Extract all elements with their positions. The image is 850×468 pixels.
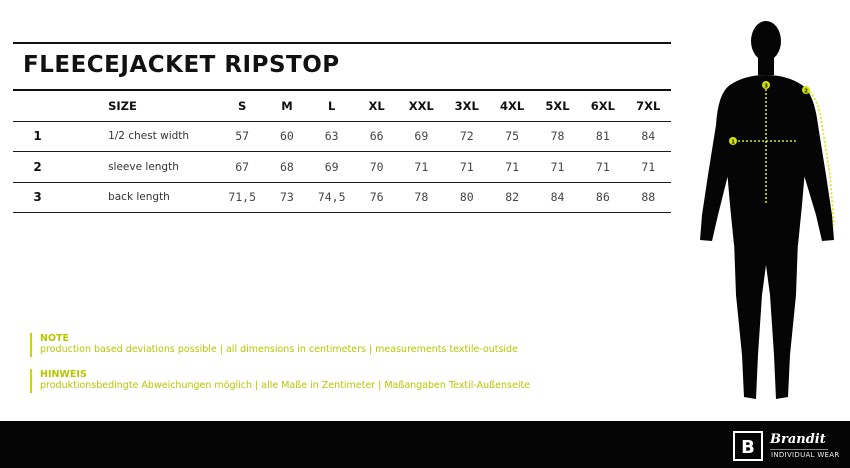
note-text: production based deviations possible | all dimensions in centimeters | measurements textile-outside [40, 344, 518, 355]
size-col-header: 4XL [489, 90, 534, 121]
table-cell: 72 [444, 121, 489, 152]
table-cell: 74,5 [309, 182, 355, 213]
marker-2: 2 [804, 88, 808, 95]
table-cell: 57 [219, 121, 265, 152]
table-cell: 71 [489, 152, 534, 183]
row-label: 1/2 chest width [62, 121, 219, 152]
size-col-header: 3XL [444, 90, 489, 121]
note-accent-bar [30, 333, 32, 357]
table-cell: 78 [535, 121, 580, 152]
body-silhouette-figure [690, 15, 850, 407]
marker-3: 3 [764, 83, 768, 90]
hinweis-accent-bar [30, 369, 32, 393]
table-cell: 67 [219, 152, 265, 183]
size-col-header: M [265, 90, 309, 121]
marker-1: 1 [731, 139, 735, 146]
brand-logo-icon [733, 431, 763, 461]
size-col-header: XXL [399, 90, 445, 121]
table-row [13, 121, 671, 152]
table-cell: 71 [444, 152, 489, 183]
title-top-rule [13, 42, 671, 44]
table-row [13, 152, 671, 183]
logo-letter: B [741, 437, 755, 458]
table-cell: 68 [265, 152, 309, 183]
brand-tagline: INDIVIDUAL WEAR [771, 451, 840, 459]
table-cell: 71 [626, 152, 671, 183]
size-col-header: S [219, 90, 265, 121]
row-label: sleeve length [62, 152, 219, 183]
table-cell: 75 [489, 121, 534, 152]
table-cell: 86 [580, 182, 625, 213]
table-cell: 84 [535, 182, 580, 213]
brand-name: Brandit [770, 432, 826, 447]
header-num-cell [13, 90, 62, 121]
size-col-header: XL [355, 90, 399, 121]
table-cell: 69 [309, 152, 355, 183]
table-cell: 78 [399, 182, 445, 213]
row-label: back length [62, 182, 219, 213]
table-cell: 63 [309, 121, 355, 152]
size-col-header: 7XL [626, 90, 671, 121]
table-row [13, 182, 671, 213]
note-heading: NOTE [40, 333, 69, 344]
row-number: 2 [13, 152, 62, 183]
table-cell: 71,5 [219, 182, 265, 213]
table-cell: 69 [399, 121, 445, 152]
table-cell: 70 [355, 152, 399, 183]
page-title: FLEECEJACKET RIPSTOP [23, 52, 340, 78]
table-cell: 71 [399, 152, 445, 183]
size-header: SIZE [62, 90, 219, 121]
table-cell: 82 [489, 182, 534, 213]
table-cell: 80 [444, 182, 489, 213]
size-col-header: L [309, 90, 355, 121]
table-cell: 84 [626, 121, 671, 152]
hinweis-text: produktionsbedingte Abweichungen möglich | alle Maße in Zentimeter | Maßangaben Textil-Außenseite [40, 380, 531, 391]
size-table [13, 89, 671, 213]
table-cell: 76 [355, 182, 399, 213]
table-cell: 71 [535, 152, 580, 183]
table-cell: 71 [580, 152, 625, 183]
table-cell: 73 [265, 182, 309, 213]
brand-underline [770, 449, 828, 450]
row-number: 3 [13, 182, 62, 213]
table-cell: 66 [355, 121, 399, 152]
size-col-header: 5XL [535, 90, 580, 121]
table-cell: 81 [580, 121, 625, 152]
table-cell: 60 [265, 121, 309, 152]
row-number: 1 [13, 121, 62, 152]
hinweis-heading: HINWEIS [40, 369, 87, 380]
table-header-row [13, 90, 671, 121]
size-col-header: 6XL [580, 90, 625, 121]
table-cell: 88 [626, 182, 671, 213]
body-silhouette [700, 21, 834, 399]
footer-bar [0, 421, 850, 468]
